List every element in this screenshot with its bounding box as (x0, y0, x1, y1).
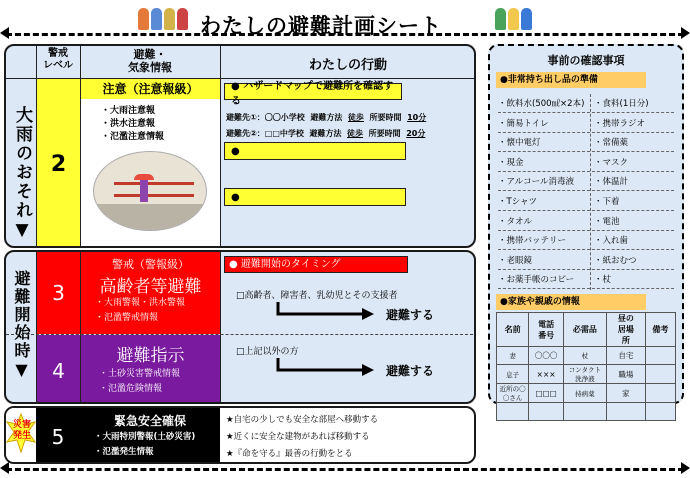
level-5-action: ★自宅の少しでも安全な部屋へ移動する (226, 415, 379, 425)
level-4-title: 避難指示 (116, 346, 185, 366)
info-item: ・大雨特別警報(土砂災害) (94, 432, 196, 442)
level-3-who: □高齢者、障害者、乳幼児とその支援者 (236, 291, 398, 301)
level-4-info-list (99, 367, 180, 397)
level-5-action: ★近くに安全な建物があれば移動する (226, 432, 370, 442)
supply-item: ・アルコール消毒液 (498, 177, 574, 188)
bottom-dashed-divider (6, 468, 684, 471)
supply-item: ・電池 (594, 216, 620, 227)
table-cell: 〇〇〇 (529, 347, 564, 365)
family-header: ●家族や親戚の情報 (496, 294, 646, 310)
route-1: 避難先①：〇〇小学校 避難方法 徒歩 所要時間 10分 (226, 113, 427, 122)
level-4-info (81, 335, 220, 404)
table-cell: □□□ (529, 384, 564, 403)
column-header: 昼の 居場 所 (606, 313, 645, 347)
table-cell (645, 365, 675, 384)
table-cell (606, 403, 645, 421)
info-header: 避難・ 気象情報 (128, 48, 172, 74)
family-table-header (497, 313, 676, 347)
level-3-info (81, 252, 220, 334)
supply-column-divider (590, 94, 591, 290)
table-cell: ××× (529, 365, 564, 384)
level-4-arrow-icon (276, 358, 376, 380)
table-cell: コンタクト洗浄液 (563, 365, 606, 384)
table-row (497, 365, 676, 384)
level-5-info (80, 408, 220, 464)
supply-item: ・入れ歯 (594, 236, 629, 247)
family-table (496, 312, 676, 421)
hazard-map-bar: ● ハザードマップで避難所を確認する (224, 83, 402, 100)
table-cell (645, 403, 675, 421)
heavy-rain-section-label: 大雨のおそれ▼ (12, 106, 32, 242)
family-reading-illustration (495, 8, 532, 30)
supply-item: ・下着 (594, 197, 620, 207)
level-3-number: 3 (37, 252, 80, 334)
info-item: ・洪水注意報 (101, 119, 156, 129)
evacuating-people-illustration (138, 8, 188, 30)
table-cell: 妻 (497, 347, 529, 365)
right-arrow-icon (681, 27, 690, 39)
right-arrow-icon (681, 462, 690, 474)
flooded-river-illustration (93, 151, 207, 231)
evac-start-section-label: 避難開始時▼ (12, 270, 31, 381)
level-5-action: ★『命を守る』最善の行動をとる (226, 449, 353, 459)
table-row (497, 347, 676, 365)
route-2: 避難先②：□□中学校 避難方法 徒歩 所要時間 20分 (226, 129, 426, 138)
level-4-number: 4 (37, 335, 80, 404)
supply-item: ・タオル (498, 216, 533, 227)
preparation-checklist-panel (488, 44, 684, 404)
supply-item: ・現金 (498, 157, 524, 168)
level-4-who: □上記以外の方 (236, 347, 299, 357)
supply-item: ・杖 (594, 275, 612, 286)
level-3-info-list (95, 296, 185, 326)
table-cell: 持病薬 (563, 384, 606, 403)
disaster-panel (4, 406, 476, 464)
supply-item: ・簡易トイレ (498, 118, 549, 129)
info-item: ・氾濫注意情報 (101, 132, 165, 142)
info-item: ・氾濫警戒情報 (95, 313, 159, 323)
table-cell (645, 347, 675, 365)
supply-item: ・マスク (594, 157, 629, 168)
level-2-info (81, 79, 220, 248)
level-header: 警戒 レベル (43, 48, 73, 71)
level-3-subtitle: 警戒（警報級） (112, 258, 189, 271)
table-cell: 近所の〇〇さん (497, 384, 529, 403)
blank-action-bar-2: ● (224, 188, 406, 206)
heavy-rain-panel (4, 44, 476, 248)
evacuation-routes (226, 110, 426, 142)
supply-item: ・老眼鏡 (498, 255, 533, 266)
level-3-evacuate-text: 避難する (386, 308, 435, 322)
supply-item: ・食料(1日分) (594, 99, 649, 109)
level-5-info-list (94, 430, 195, 460)
supply-item: ・紙おむつ (594, 255, 637, 266)
info-item: ・土砂災害警戒情報 (99, 369, 181, 379)
supply-item: ・携帯ラジオ (594, 118, 646, 129)
level-5-actions (226, 412, 378, 463)
level-4-evacuate-text: 避難する (386, 364, 435, 378)
info-item: ・大雨警報・洪水警報 (95, 298, 186, 308)
column-header: 電話 番号 (529, 313, 564, 347)
blank-action-bar-1: ● (224, 142, 406, 160)
level-2-number: 2 (37, 79, 80, 248)
level-3-title: 高齢者等避難 (99, 277, 202, 297)
supply-item: ・懐中電灯 (498, 138, 541, 149)
table-row (497, 384, 676, 403)
level-5-number: 5 (36, 408, 80, 464)
left-arrow-icon (0, 27, 9, 39)
column-header: 名前 (497, 313, 529, 347)
level-2-info-list (101, 105, 164, 144)
disaster-badge (6, 408, 36, 464)
page-title: わたしの避難計画シート (200, 14, 442, 38)
disaster-occurred-label: 災害発生 (12, 420, 31, 441)
info-item: ・氾濫危険情報 (99, 384, 163, 394)
table-cell: 職場 (606, 365, 645, 384)
column-header: 必需品 (563, 313, 606, 347)
table-cell: 息子 (497, 365, 529, 384)
table-cell: 家 (606, 384, 645, 403)
table-cell: 自宅 (606, 347, 645, 365)
table-cell (497, 403, 529, 421)
table-cell: 杖 (563, 347, 606, 365)
supply-item: ・飲料水(500㎖×2本) (498, 99, 585, 109)
supply-divider (498, 288, 674, 289)
evac-timing-bar: ● 避難開始のタイミング (224, 256, 408, 273)
table-cell (529, 403, 564, 421)
level-5-title: 緊急安全確保 (113, 414, 186, 428)
table-row (497, 403, 676, 421)
level-3-arrow-icon (276, 302, 376, 324)
checklist-title: 事前の確認事項 (547, 54, 625, 67)
table-cell (645, 384, 675, 403)
supply-item: ・携帯バッテリー (498, 236, 567, 247)
supplies-header: ●非常持ち出し品の準備 (496, 72, 646, 88)
supply-item: ・常備薬 (594, 138, 629, 149)
action-header: わたしの行動 (308, 58, 387, 73)
level-2-title: 注意（注意報級） (81, 79, 220, 99)
supply-item: ・Tシャツ (498, 197, 538, 207)
supply-item: ・体温計 (594, 177, 629, 188)
info-item: ・大雨注意報 (101, 106, 156, 116)
evacuation-start-panel (4, 250, 476, 404)
left-arrow-icon (0, 462, 9, 474)
supply-item: ・お薬手帳のコピー (498, 275, 575, 286)
info-item: ・氾濫発生情報 (94, 447, 154, 457)
column-header: 備考 (645, 313, 675, 347)
table-cell (563, 403, 606, 421)
